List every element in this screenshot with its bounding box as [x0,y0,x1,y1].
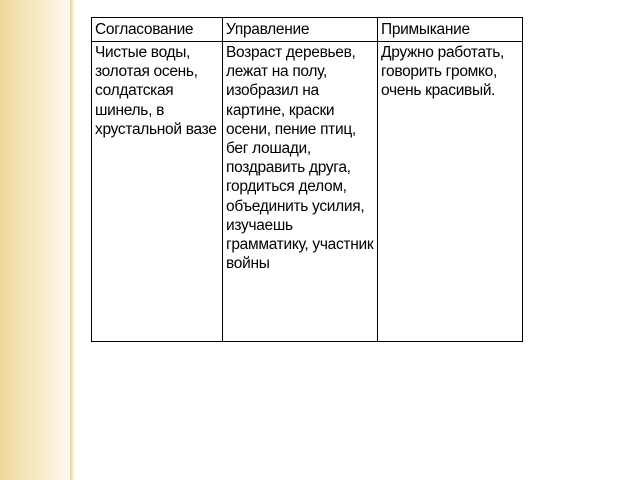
cell-government-examples: Возраст деревьев, лежат на полу, изобразил на картине, краски осени, пение птиц, бег лошади, поздравить друга, гордиться делом, объединить усилия, изучаешь грамматику, участник войны [223,42,378,342]
table-header-row [92,18,523,42]
table-row [92,42,523,342]
slide-decorative-sidebar [0,0,72,480]
cell-agreement-examples: Чистые воды, золотая осень, солдатская шинель, в хрустальной вазе [92,42,223,342]
header-cell-government: Управление [223,18,378,42]
header-cell-adjunction: Примыкание [378,18,523,42]
phrase-types-table [91,17,523,342]
cell-adjunction-examples: Дружно работать, говорить громко, очень красивый. [378,42,523,342]
slide-sidebar-edge [70,0,74,480]
header-cell-agreement: Согласование [92,18,223,42]
